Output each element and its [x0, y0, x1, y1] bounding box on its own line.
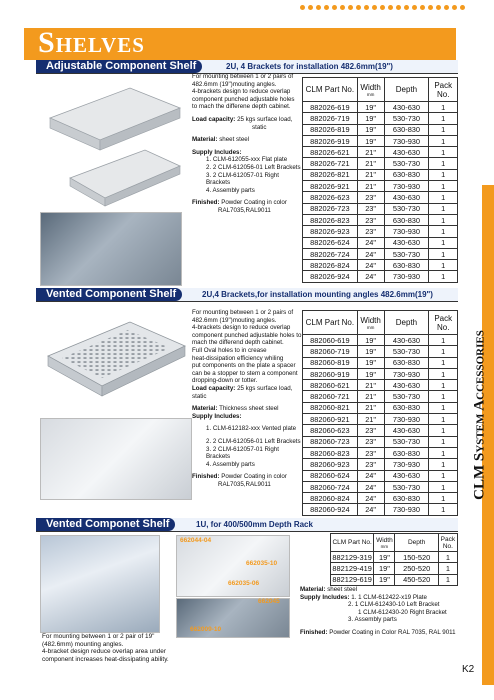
table-cell: 630-830	[384, 169, 429, 180]
table-cell: 882129-419	[332, 563, 372, 573]
table-row	[303, 169, 458, 180]
supply-item: 2. 2 CLM-612056-01 Left Brackets	[206, 163, 301, 171]
table-cell: 21"	[357, 158, 384, 169]
supply-item: 1 CLM-612430-20 Right Bracket	[358, 608, 447, 616]
table-row	[303, 237, 458, 248]
section-2-spec-table	[302, 310, 458, 516]
photo-tag: 662035-10	[246, 560, 278, 567]
table-cell: 1	[429, 260, 458, 271]
desc-line: heat-dissipation efficiency whiling	[192, 354, 284, 362]
table-cell: 1	[438, 574, 457, 585]
material-value: Thickness sheet steel	[219, 405, 279, 413]
supply-label: Supply Includes:	[300, 593, 350, 601]
table-cell: 1	[429, 481, 458, 492]
table-cell: 882026-923	[303, 226, 358, 237]
table-cell: 882026-724	[303, 248, 358, 259]
table-cell: 19"	[357, 113, 384, 124]
adjustable-shelf-image	[40, 78, 190, 208]
table-cell: 1	[429, 124, 458, 135]
table-cell: 882026-823	[303, 214, 358, 225]
table-cell: 23"	[357, 203, 384, 214]
table-cell: 1	[429, 346, 458, 357]
table-cell: 882060-721	[303, 391, 358, 402]
table-cell: 630-830	[384, 124, 429, 135]
table-cell: 882026-624	[303, 237, 358, 248]
vented-shelf-image	[40, 308, 190, 428]
table-row	[303, 470, 458, 481]
table-cell: 530-730	[384, 436, 429, 447]
table-cell: 1	[429, 380, 458, 391]
table-cell: 530-730	[384, 113, 429, 124]
section-2-header	[36, 288, 458, 302]
photo-tag: 662044-04	[180, 537, 212, 544]
table-cell: 730-930	[384, 459, 429, 470]
table-cell: 430-630	[384, 102, 429, 113]
table-cell: 1	[429, 102, 458, 113]
th-width-label: Width	[360, 82, 381, 92]
th-width	[357, 78, 384, 102]
th-depth: Depth	[384, 78, 429, 102]
table-cell: 1	[429, 425, 458, 436]
section-2-subtitle: 2U,4 Brackets,for installation mounting angles 482.6mm(19")	[202, 290, 433, 299]
supply-item: 3. Assembly parts	[348, 616, 397, 624]
load-value: 25 kgs surface load,	[237, 115, 293, 123]
th-part: CLM Part No.	[303, 78, 358, 102]
table-row	[303, 214, 458, 225]
table-row	[303, 436, 458, 447]
table-cell: 630-830	[384, 447, 429, 458]
table-cell: 250-520	[395, 563, 438, 574]
header-dots	[300, 0, 470, 14]
table-cell: 1	[429, 248, 458, 259]
photo-tag: 662009-10	[190, 626, 222, 633]
table-cell: 1	[429, 237, 458, 248]
desc-line: 4-brackets design to reduce overlap	[192, 324, 291, 332]
table-row	[331, 563, 458, 574]
table-cell: 882129-319	[332, 552, 372, 562]
table-cell: 19"	[357, 357, 384, 368]
photo-tag: 662035-06	[228, 580, 260, 587]
table-cell: 24"	[357, 237, 384, 248]
desc-line: can be a stopper to stem a component	[192, 369, 298, 377]
table-cell: 882026-719	[303, 113, 358, 124]
table-cell: 1	[429, 459, 458, 470]
table-cell: 19"	[374, 563, 395, 574]
table-cell: 882026-723	[303, 203, 358, 214]
side-label-text: CLM System Accessories	[471, 330, 488, 500]
table-cell: 21"	[357, 414, 384, 425]
table-row	[303, 124, 458, 135]
table-row	[303, 102, 458, 113]
load-label: Load capacity:	[192, 115, 236, 123]
desc-line: 4-brackets design to reduce overlap	[192, 88, 291, 96]
table-row	[303, 493, 458, 504]
table-cell: 24"	[357, 271, 384, 282]
note-line: 4-bracket design reduce overlap area under	[42, 648, 166, 656]
section-2-title: Vented Component Shelf	[36, 288, 182, 301]
table-cell: 1	[438, 552, 457, 563]
table-cell: 430-630	[384, 147, 429, 158]
section-3-title: Vented Componet Shelf	[36, 518, 175, 531]
section-1-subtitle: 2U, 4 Brackets for installation 482.6mm(19")	[226, 62, 393, 71]
table-cell: 23"	[357, 459, 384, 470]
table-cell: 1	[429, 192, 458, 203]
table-row	[303, 425, 458, 436]
table-row	[303, 402, 458, 413]
table-row	[303, 391, 458, 402]
table-row	[303, 271, 458, 282]
table-cell: 150-520	[395, 552, 438, 563]
table-row	[303, 447, 458, 458]
table-row	[303, 504, 458, 515]
note-line: For mounting between 1 or 2 pair of 19"	[42, 633, 155, 640]
table-cell: 730-930	[384, 271, 429, 282]
table-cell: 430-630	[384, 380, 429, 391]
table-cell: 630-830	[384, 493, 429, 504]
desc-line: Full Oval holes to in crease	[192, 346, 267, 354]
table-cell: 450-520	[395, 574, 438, 585]
table-cell: 882026-621	[303, 147, 358, 158]
table-cell: 882060-923	[303, 459, 358, 470]
table-cell: 530-730	[384, 203, 429, 214]
table-cell: 882060-719	[303, 346, 358, 357]
table-cell: 19"	[374, 552, 395, 563]
desc-line: component punched adjustable holes to	[192, 331, 302, 339]
table-cell: 530-730	[384, 248, 429, 259]
table-cell: 882060-824	[303, 493, 358, 504]
table-cell: 730-930	[384, 368, 429, 379]
table-cell: 882060-921	[303, 414, 358, 425]
table-row	[303, 380, 458, 391]
finish-label: Finished:	[192, 473, 220, 481]
table-cell: 19"	[357, 368, 384, 379]
side-label	[470, 320, 490, 510]
table-cell: 882026-623	[303, 192, 358, 203]
table-cell: 630-830	[384, 260, 429, 271]
table-cell: 882026-919	[303, 135, 358, 146]
table-row	[303, 226, 458, 237]
table-cell: 23"	[357, 192, 384, 203]
table-cell: 882060-723	[303, 436, 358, 447]
page-number: K2	[462, 664, 475, 675]
table-cell: 24"	[357, 248, 384, 259]
table-cell: 882026-821	[303, 169, 358, 180]
table-cell: 1	[429, 135, 458, 146]
section-3-header	[36, 518, 458, 532]
table-cell: 1	[429, 214, 458, 225]
th-pack: Pack No.	[429, 78, 458, 102]
table-cell: 1	[429, 181, 458, 192]
table-cell: 530-730	[384, 158, 429, 169]
table-cell: 882026-921	[303, 181, 358, 192]
table-row	[303, 192, 458, 203]
th-part: CLM Part No.	[303, 311, 358, 335]
supply-item: 3. 2 CLM-612057-01 Right Brackets	[206, 445, 279, 461]
finish-value-2: RAL7035,RAL9011	[218, 480, 271, 488]
table-cell: 430-630	[384, 192, 429, 203]
table-cell: 530-730	[384, 391, 429, 402]
table-cell: 24"	[357, 481, 384, 492]
table-cell: 430-630	[384, 237, 429, 248]
table-cell: 882129-619	[332, 575, 372, 585]
table-cell: 1	[429, 271, 458, 282]
table-cell: 23"	[357, 425, 384, 436]
table-cell: 882026-819	[303, 124, 358, 135]
note-line: (482.6mm) mounting angles.	[42, 640, 124, 648]
table-cell: 1	[438, 563, 457, 574]
load-label: Load capacity:	[192, 384, 236, 392]
material-label: Material:	[192, 405, 218, 413]
table-cell: 21"	[357, 402, 384, 413]
supply-item: 1. CLM-612055-xxx Flat plate	[206, 156, 288, 164]
table-cell: 24"	[357, 260, 384, 271]
page-title: Shelves	[38, 26, 145, 59]
table-cell: 430-630	[384, 470, 429, 481]
finish-value: Powder Coating in color	[221, 199, 287, 207]
table-row	[331, 552, 458, 563]
supply-item: 1. CLM-612182-xxx Vented plate	[206, 425, 297, 433]
table-row	[303, 135, 458, 146]
table-row	[303, 203, 458, 214]
th-width	[374, 534, 395, 552]
material-value: sheet steel	[219, 136, 250, 144]
table-cell: 882026-619	[303, 102, 358, 113]
table-row	[303, 147, 458, 158]
desc-line: 482.6mm (19")mouting angles.	[192, 80, 277, 88]
finish-label: Finished:	[192, 199, 220, 207]
material-label: Material:	[300, 586, 326, 593]
th-width-unit: mm	[380, 543, 389, 549]
table-cell: 21"	[357, 391, 384, 402]
table-cell: 24"	[357, 470, 384, 481]
table-row	[303, 181, 458, 192]
th-pack: Pack No.	[429, 311, 458, 335]
table-cell: 23"	[357, 214, 384, 225]
desc-line: For mounting between 1 or 2 pairs of	[192, 73, 294, 80]
table-cell: 24"	[357, 504, 384, 515]
section-3-details	[300, 586, 460, 637]
table-cell: 730-930	[384, 135, 429, 146]
table-cell: 1	[429, 436, 458, 447]
table-cell: 882060-924	[303, 504, 358, 515]
table-cell: 882060-621	[303, 380, 358, 391]
table-row	[303, 260, 458, 271]
table-cell: 23"	[357, 226, 384, 237]
table-cell: 630-830	[384, 402, 429, 413]
desc-line: 482.6mm (19")mouting angles.	[192, 316, 277, 324]
section-3-spec-table	[330, 533, 458, 586]
table-cell: 19"	[357, 335, 384, 346]
table-cell: 530-730	[384, 346, 429, 357]
table-row	[303, 335, 458, 346]
th-depth: Depth	[384, 311, 429, 335]
supply-item: 4. Assembly parts	[206, 186, 255, 194]
note-line: component increases heat-dissipating ability.	[42, 655, 169, 663]
table-cell: 1	[429, 335, 458, 346]
table-cell: 19"	[374, 574, 395, 585]
table-cell: 1	[429, 493, 458, 504]
material-label: Material:	[192, 136, 218, 144]
table-row	[303, 414, 458, 425]
adjustable-shelf-rack-photo	[40, 212, 182, 286]
table-cell: 1	[429, 414, 458, 425]
table-cell: 23"	[357, 436, 384, 447]
table-cell: 24"	[357, 493, 384, 504]
table-cell: 882060-821	[303, 402, 358, 413]
table-cell: 23"	[357, 447, 384, 458]
table-cell: 21"	[357, 147, 384, 158]
table-cell: 730-930	[384, 226, 429, 237]
table-cell: 1	[429, 470, 458, 481]
table-cell: 1	[429, 113, 458, 124]
section-1-header	[36, 60, 458, 74]
supply-label: Supply Includes:	[192, 148, 242, 156]
photo-tag: 662045	[258, 598, 280, 605]
table-row	[303, 346, 458, 357]
table-cell: 21"	[357, 169, 384, 180]
finish-value: Powder Coating in Color RAL 7035, RAL 9011	[329, 628, 456, 636]
table-cell: 882026-721	[303, 158, 358, 169]
table-cell: 1	[429, 357, 458, 368]
table-cell: 19"	[357, 124, 384, 135]
table-row	[303, 113, 458, 124]
table-row	[331, 574, 458, 585]
table-cell: 19"	[357, 346, 384, 357]
table-cell: 882060-823	[303, 447, 358, 458]
table-cell: 1	[429, 368, 458, 379]
supply-item: 4. Assembly parts	[206, 460, 255, 468]
componet-shelf-photo-left	[40, 535, 160, 633]
supply-item: 2. 2 CLM-612056-01 Left Brackets	[206, 437, 301, 445]
supply-item: 2. 1 CLM-612430-10 Left Bracket	[348, 601, 440, 609]
table-cell: 882060-623	[303, 425, 358, 436]
load-value-2: static	[252, 123, 267, 131]
table-row	[303, 368, 458, 379]
table-cell: 430-630	[384, 335, 429, 346]
finish-value: Powder Coating in color	[221, 473, 287, 481]
th-depth: Depth	[395, 534, 438, 552]
th-width	[357, 311, 384, 335]
desc-line: For mounting between 1 or 2 pairs of	[192, 309, 294, 316]
table-cell: 19"	[357, 102, 384, 113]
desc-line: component punched adjustable holes	[192, 95, 295, 103]
section-1-spec-table	[302, 77, 458, 283]
table-cell: 21"	[357, 380, 384, 391]
table-cell: 630-830	[384, 357, 429, 368]
table-cell: 882060-724	[303, 481, 358, 492]
section-1-description	[192, 73, 302, 215]
table-cell: 430-630	[384, 425, 429, 436]
table-cell: 530-730	[384, 481, 429, 492]
table-cell: 882060-624	[303, 470, 358, 481]
table-cell: 730-930	[384, 414, 429, 425]
table-cell: 1	[429, 203, 458, 214]
th-width-unit: mm	[366, 91, 375, 97]
th-pack: Pack No.	[438, 534, 457, 552]
table-cell: 882060-919	[303, 368, 358, 379]
table-cell: 1	[429, 147, 458, 158]
table-row	[303, 459, 458, 470]
table-cell: 882060-819	[303, 357, 358, 368]
table-cell: 21"	[357, 181, 384, 192]
table-cell: 1	[429, 158, 458, 169]
desc-line: put components on the plate a spacer	[192, 362, 296, 370]
table-row	[303, 158, 458, 169]
table-row	[303, 248, 458, 259]
vented-shelf-rack-photo	[40, 418, 192, 500]
table-row	[303, 481, 458, 492]
table-cell: 1	[429, 391, 458, 402]
section-3-subtitle: 1U, for 400/500mm Depth Rack	[196, 520, 313, 529]
section-2-description	[192, 309, 304, 488]
th-part: CLM Part No.	[331, 534, 374, 552]
section-3-bottom-note	[42, 633, 182, 663]
table-cell: 1	[429, 402, 458, 413]
table-cell: 882060-619	[303, 335, 358, 346]
table-cell: 1	[429, 504, 458, 515]
supply-label: Supply Includes:	[192, 412, 242, 420]
finish-label: Finished:	[300, 628, 328, 636]
th-width-label: Width	[376, 536, 393, 544]
desc-line: to mach the differene depth cabinet.	[192, 103, 291, 111]
th-width-unit: mm	[366, 324, 375, 330]
table-cell: 730-930	[384, 504, 429, 515]
desc-line: mach the differend depth cabinet.	[192, 339, 284, 347]
table-cell: 1	[429, 169, 458, 180]
load-value: 25 kgs surface load, static	[192, 384, 293, 400]
section-1-title: Adjustable Component Shelf	[36, 60, 202, 73]
table-cell: 730-930	[384, 181, 429, 192]
supply-item: 3. 2 CLM-612057-01 Right Brackets	[206, 171, 279, 187]
material-value: sheet steel	[327, 586, 358, 593]
table-cell: 882026-824	[303, 260, 358, 271]
table-cell: 1	[429, 226, 458, 237]
table-cell: 19"	[357, 135, 384, 146]
desc-line: dropping-down or totter.	[192, 377, 258, 385]
th-width-label: Width	[360, 315, 381, 325]
supply-item: 1. 1 CLM-612422-x19 Plate	[351, 593, 427, 601]
finish-value-2: RAL7035,RAL9011	[218, 206, 271, 214]
table-cell: 630-830	[384, 214, 429, 225]
table-cell: 882026-924	[303, 271, 358, 282]
table-row	[303, 357, 458, 368]
table-cell: 1	[429, 447, 458, 458]
